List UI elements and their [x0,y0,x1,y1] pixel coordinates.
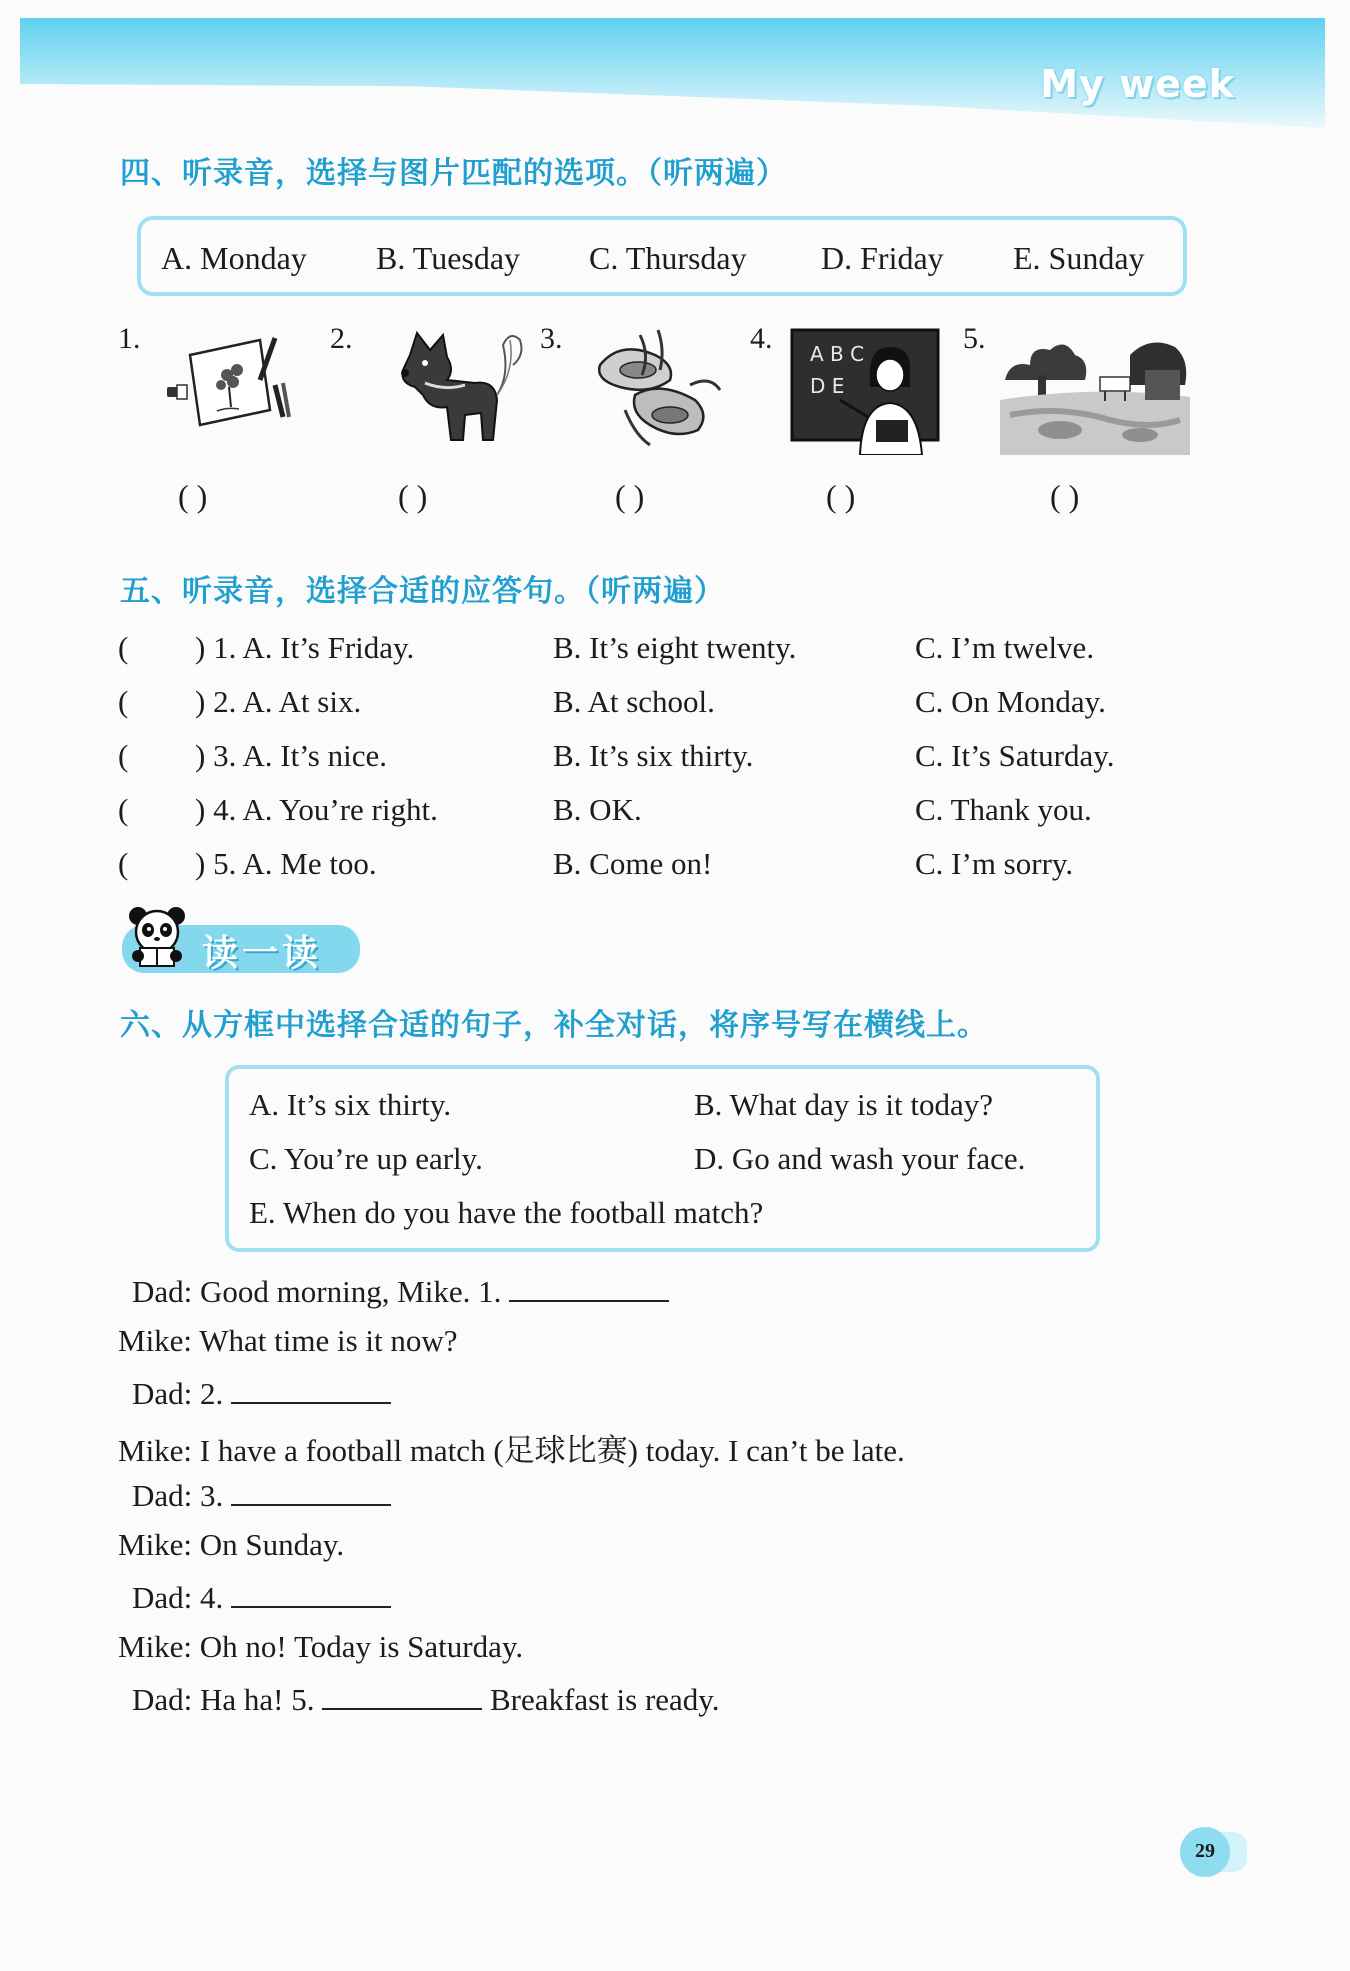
dialogue-text: Dad: Ha ha! 5. [132,1682,315,1717]
answer-paren-4[interactable]: ( ) [826,478,856,514]
dialogue-line-9 [132,1680,720,1718]
option-c: C. Thursday [589,240,747,276]
answer-paren-5[interactable]: ( ) [1050,478,1080,514]
dialogue-line-4 [118,1425,905,1470]
dialogue-text: Mike: On Sunday. [118,1527,345,1562]
option-a-text: ) 1. A. It’s Friday. [195,630,415,665]
dialogue-text: Dad: Good morning, Mike. 1. [132,1274,502,1309]
option-a-text: ) 4. A. You’re right. [195,792,438,827]
question-paren[interactable]: ( [118,846,129,881]
dog-icon [385,325,530,455]
option-b-text: B. It’s six thirty. [553,738,754,773]
choice-d: D. Go and wash your face. [694,1141,1026,1176]
option-a: A. Monday [161,240,307,276]
dialogue-text: Dad: 3. [132,1478,224,1513]
page-number: 29 [1195,1840,1215,1862]
question-paren[interactable]: ( [118,630,129,665]
option-a-text: ) 3. A. It’s nice. [195,738,387,773]
option-b-text: B. At school. [553,684,715,719]
dialogue-text: Mike: What time is it now? [118,1323,458,1358]
choice-a: A. It’s six thirty. [249,1087,452,1122]
dialogue-line-7 [132,1578,391,1616]
option-c-text: C. I’m twelve. [915,630,1095,665]
choice-e: E. When do you have the football match? [249,1195,764,1230]
question-paren[interactable]: ( [118,684,129,719]
option-b-text: B. OK. [553,792,642,827]
answer-paren-2[interactable]: ( ) [398,478,428,514]
dialogue-text-after: Breakfast is ready. [490,1682,720,1717]
picture-number-3: 3. [540,322,563,355]
dialogue-line-2 [118,1323,458,1359]
question-paren[interactable]: ( [118,792,129,827]
picture-number-4: 4. [750,322,773,355]
answer-paren-3[interactable]: ( ) [615,478,645,514]
sentence-choice-box [225,1065,1100,1252]
choice-c: C. You’re up early. [249,1141,483,1176]
answer-blank-2[interactable] [231,1374,391,1404]
option-a-text: ) 5. A. Me too. [195,846,377,881]
board-text-abc: A B C [810,342,865,366]
teacher-blackboard-icon [790,325,940,460]
ballet-shoes-icon [580,325,725,455]
unit-title: My week [1040,62,1235,106]
options-box [137,216,1187,296]
option-c-text: C. Thank you. [915,792,1092,827]
picture-number-5: 5. [963,322,986,355]
option-d: D. Friday [821,240,944,276]
dialogue-text: Dad: 2. [132,1376,224,1411]
answer-blank-1[interactable] [509,1272,669,1302]
picture-number-2: 2. [330,322,353,355]
section-6-heading: 六、从方框中选择合适的句子，补全对话，将序号写在横线上。 [120,1008,988,1043]
dialogue-line-5 [132,1476,391,1514]
page-number-badge [1180,1827,1230,1877]
section-4-heading: 四、听录音，选择与图片匹配的选项。（听两遍） [120,156,787,191]
park-scene-icon [1000,325,1190,460]
option-c-text: C. It’s Saturday. [915,738,1115,773]
option-b-text: B. It’s eight twenty. [553,630,797,665]
answer-blank-4[interactable] [231,1578,391,1608]
option-a-text: ) 2. A. At six. [195,684,362,719]
option-b: B. Tuesday [376,240,521,276]
answer-blank-3[interactable] [231,1476,391,1506]
answer-blank-5[interactable] [322,1680,482,1710]
choice-b: B. What day is it today? [694,1087,994,1122]
answer-paren-1[interactable]: ( ) [178,478,208,514]
option-c-text: C. On Monday. [915,684,1106,719]
picture-number-1: 1. [118,322,141,355]
board-text-de: D E [810,374,845,398]
section-5-heading: 五、听录音，选择合适的应答句。（听两遍） [120,574,725,609]
dialogue-line-3 [132,1374,391,1412]
dialogue-text: Mike: Oh no! Today is Saturday. [118,1629,524,1664]
dialogue-text: Mike: I have a football match (足球比赛) today. I can’t be late. [118,1433,905,1468]
dialogue-line-1 [132,1272,669,1310]
read-badge-label: 读一读 [202,933,323,974]
panda-reading-icon [128,906,186,973]
dialogue-line-6 [118,1527,344,1563]
option-b-text: B. Come on! [553,846,713,881]
dialogue-line-8 [118,1629,523,1665]
option-c-text: C. I’m sorry. [915,846,1074,881]
option-e: E. Sunday [1013,240,1145,276]
question-paren[interactable]: ( [118,738,129,773]
dialogue-text: Dad: 4. [132,1580,224,1615]
drawing-icon [165,325,295,440]
